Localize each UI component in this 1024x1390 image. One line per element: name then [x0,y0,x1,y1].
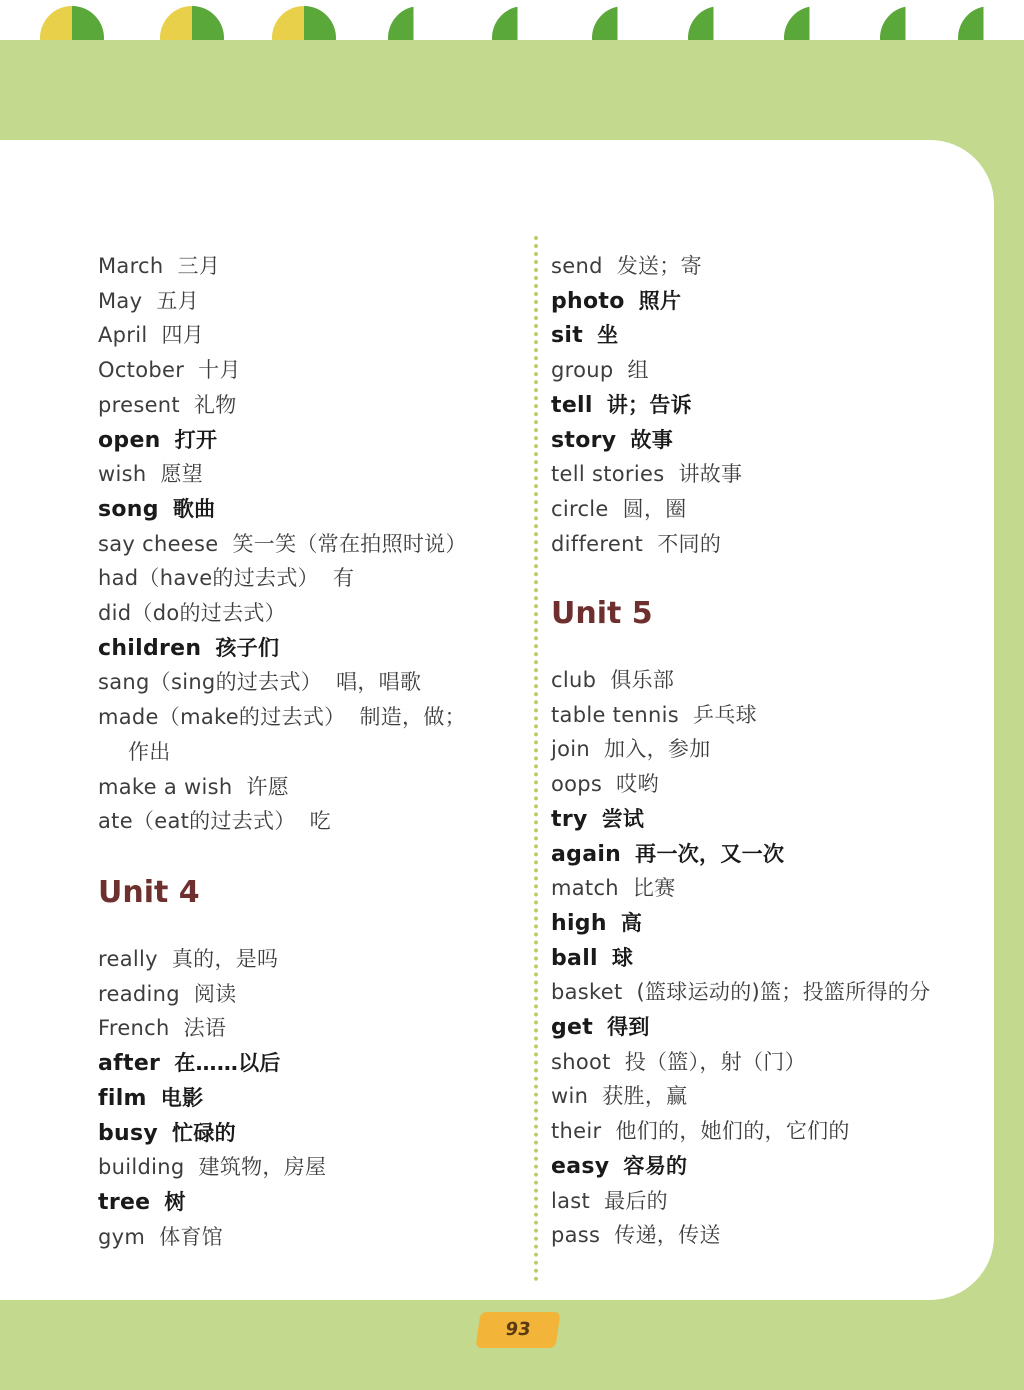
vocab-english: ball [551,946,598,971]
vocab-entry [551,838,784,868]
vocab-chinese: 树 [164,1190,186,1214]
vocab-english: circle [551,497,609,521]
vocab-entry [98,1047,281,1077]
vocab-entry [98,597,300,627]
vocab-entry [98,389,237,419]
vocab-english: gym [98,1225,146,1249]
vocab-chinese: 乒乓球 [693,703,757,727]
vocab-chinese: 最后的 [604,1189,668,1213]
vocab-entry [551,699,757,729]
vocab-chinese: 比赛 [632,876,676,900]
vocab-entry [98,250,220,280]
vocab-entry [98,771,289,801]
vocab-chinese: 法语 [183,1016,227,1040]
vocab-entry [98,1117,236,1147]
vocab-entry [551,354,649,384]
vocab-entry [551,1219,721,1249]
vocab-chinese: 组 [627,358,649,382]
vocab-chinese: 吃 [309,809,331,833]
vocab-english: French [98,1016,170,1040]
vocab-entry [551,1185,668,1215]
vocab-entry [98,632,279,662]
vocab-english: sit [551,323,584,348]
vocab-entry [128,736,171,766]
vocab-entry [551,664,674,694]
vocab-chinese: 讲；告诉 [606,393,692,417]
vocab-chinese: 故事 [630,428,674,452]
vocab-english: open [98,428,161,453]
vocab-english: match [551,876,619,900]
vocab-chinese: 在……以后 [174,1051,281,1075]
vocab-english: April [98,323,148,347]
vocab-english: table tennis [551,703,680,727]
vocab-entry [551,872,676,902]
vocab-chinese: 加入，参加 [604,737,711,761]
vocab-entry [98,978,236,1008]
vocab-entry [551,733,711,763]
vocab-english: try [551,807,588,832]
page-background [0,40,1024,140]
vocab-english: present [98,393,180,417]
vocab-chinese: 歌曲 [172,497,216,521]
vocab-chinese: 不同的 [657,532,722,556]
vocab-entry [551,424,673,454]
vocab-entry [551,250,702,280]
vocab-chinese: 体育馆 [159,1225,224,1249]
vocab-chinese: 坐 [597,323,619,347]
vocab-chinese: 照片 [638,289,682,313]
vocab-chinese: 尝试 [601,807,645,831]
vocab-english: win [551,1084,589,1108]
vocab-english: make a wish [98,775,233,799]
vocab-chinese: 唱，唱歌 [336,670,422,694]
vocab-entry [551,1080,687,1110]
vocab-english: get [551,1015,594,1040]
vocab-english: basket [551,980,623,1004]
vocab-chinese: (篮球运动的)篮；投篮所得的分 [636,980,931,1004]
vocab-chinese: 电影 [160,1086,204,1110]
vocab-entry [98,319,204,349]
vocab-chinese: 哎哟 [616,772,659,796]
vocab-entry [551,389,692,419]
vocab-chinese: 孩子们 [215,636,280,660]
vocab-chinese: 五月 [156,289,199,313]
vocab-english: busy [98,1121,159,1146]
vocab-english: last [551,1189,591,1213]
vocab-entry [551,942,633,972]
vocab-entry [98,1151,326,1181]
vocab-entry [551,285,681,315]
vocab-english: join [551,737,591,761]
vocab-entry [98,1221,223,1251]
vocab-entry [551,907,642,937]
vocab-entry [98,1082,203,1112]
vocab-english: made（make的过去式） [98,705,346,729]
vocab-chinese: 容易的 [623,1154,688,1178]
vocab-entry [98,1186,186,1216]
vocab-chinese: 再一次，又一次 [635,842,785,866]
vocab-english: ate（eat的过去式） [98,809,296,833]
vocab-entry [551,458,742,488]
vocab-chinese: 他们的，她们的，它们的 [615,1119,850,1143]
vocab-english: tell [551,393,593,418]
vocab-entry [98,424,217,454]
page-number: 93 [475,1312,560,1348]
vocab-entry [551,1115,850,1145]
vocab-entry [98,943,278,973]
vocab-entry [98,354,241,384]
vocab-chinese: 制造，做； [359,705,466,729]
vocab-english: had（have的过去式） [98,566,319,590]
vocab-english: their [551,1119,602,1143]
vocab-english: reading [98,982,180,1006]
vocab-chinese: 许愿 [246,775,290,799]
vocab-entry [551,976,930,1006]
vocab-chinese: 圆，圈 [622,497,687,521]
vocab-entry [551,493,687,523]
vocab-english: easy [551,1154,610,1179]
vocab-english: tell stories [551,462,665,486]
vocab-chinese: 投（篮），射（门） [624,1050,806,1074]
vocab-english: shoot [551,1050,611,1074]
vocab-chinese: 真的，是吗 [171,947,279,971]
vocab-entry [551,319,618,349]
vocab-entry [551,528,721,558]
vocab-english: May [98,289,143,313]
vocab-entry [98,458,203,488]
vocab-english: group [551,358,614,382]
vocab-english: song [98,497,159,522]
vocab-chinese: 打开 [174,428,218,452]
vocab-entry [98,805,331,835]
vocab-english: oops [551,772,603,796]
vocab-english: children [98,636,202,661]
vocab-entry [98,562,354,592]
column-divider [534,236,538,1282]
vocab-english: film [98,1086,147,1111]
vocab-chinese: 笑一笑（常在拍照时说） [232,532,467,556]
vocab-english: October [98,358,185,382]
vocab-english: again [551,842,622,867]
vocab-chinese: 得到 [607,1015,650,1039]
vocab-english: say cheese [98,532,219,556]
vocab-entry [551,1046,806,1076]
vocab-chinese: 四月 [161,323,205,347]
vocab-english: different [551,532,644,556]
vocab-chinese: 有 [332,566,355,590]
vocab-english: send [551,254,603,278]
vocab-english: tree [98,1190,151,1215]
vocab-entry [98,493,215,523]
vocab-entry [98,701,466,731]
vocab-english: March [98,254,164,278]
vocab-english: sang（sing的过去式） [98,670,323,694]
vocab-english: pass [551,1223,601,1247]
vocab-chinese: 忙碌的 [172,1121,236,1145]
vocab-chinese: 作出 [128,740,171,764]
vocab-entry [98,528,467,558]
vocab-chinese: 三月 [177,254,221,278]
vocab-english: after [98,1051,161,1076]
vocab-chinese: 获胜，赢 [602,1084,688,1108]
vocab-english: photo [551,289,625,314]
vocab-english: really [98,947,158,971]
vocab-chinese: 球 [611,946,634,970]
vocab-chinese: 十月 [198,358,241,382]
vocab-chinese: 讲故事 [678,462,743,486]
vocab-entry [551,768,659,798]
vocab-english: building [98,1155,185,1179]
vocab-chinese: 传递，传送 [614,1223,721,1247]
vocab-chinese: 阅读 [193,982,237,1006]
vocab-english: high [551,911,607,936]
vocab-chinese: 俱乐部 [610,668,675,692]
vocab-chinese: 建筑物，房屋 [198,1155,327,1179]
vocab-entry [551,1011,650,1041]
vocab-entry [551,803,644,833]
vocab-english: club [551,668,597,692]
vocab-entry [551,1150,687,1180]
vocab-entry [98,666,421,696]
unit-4-heading: Unit 4 [98,875,200,910]
unit-5-heading: Unit 5 [551,596,653,631]
vocab-entry [98,285,199,315]
vocab-chinese: 高 [620,911,643,935]
vocab-english: story [551,428,617,453]
vocab-chinese: 礼物 [193,393,237,417]
vocab-english: did（do的过去式） [98,601,286,625]
vocab-english: wish [98,462,147,486]
vocab-entry [98,1012,226,1042]
vocab-chinese: 发送；寄 [616,254,702,278]
vocab-chinese: 愿望 [160,462,204,486]
